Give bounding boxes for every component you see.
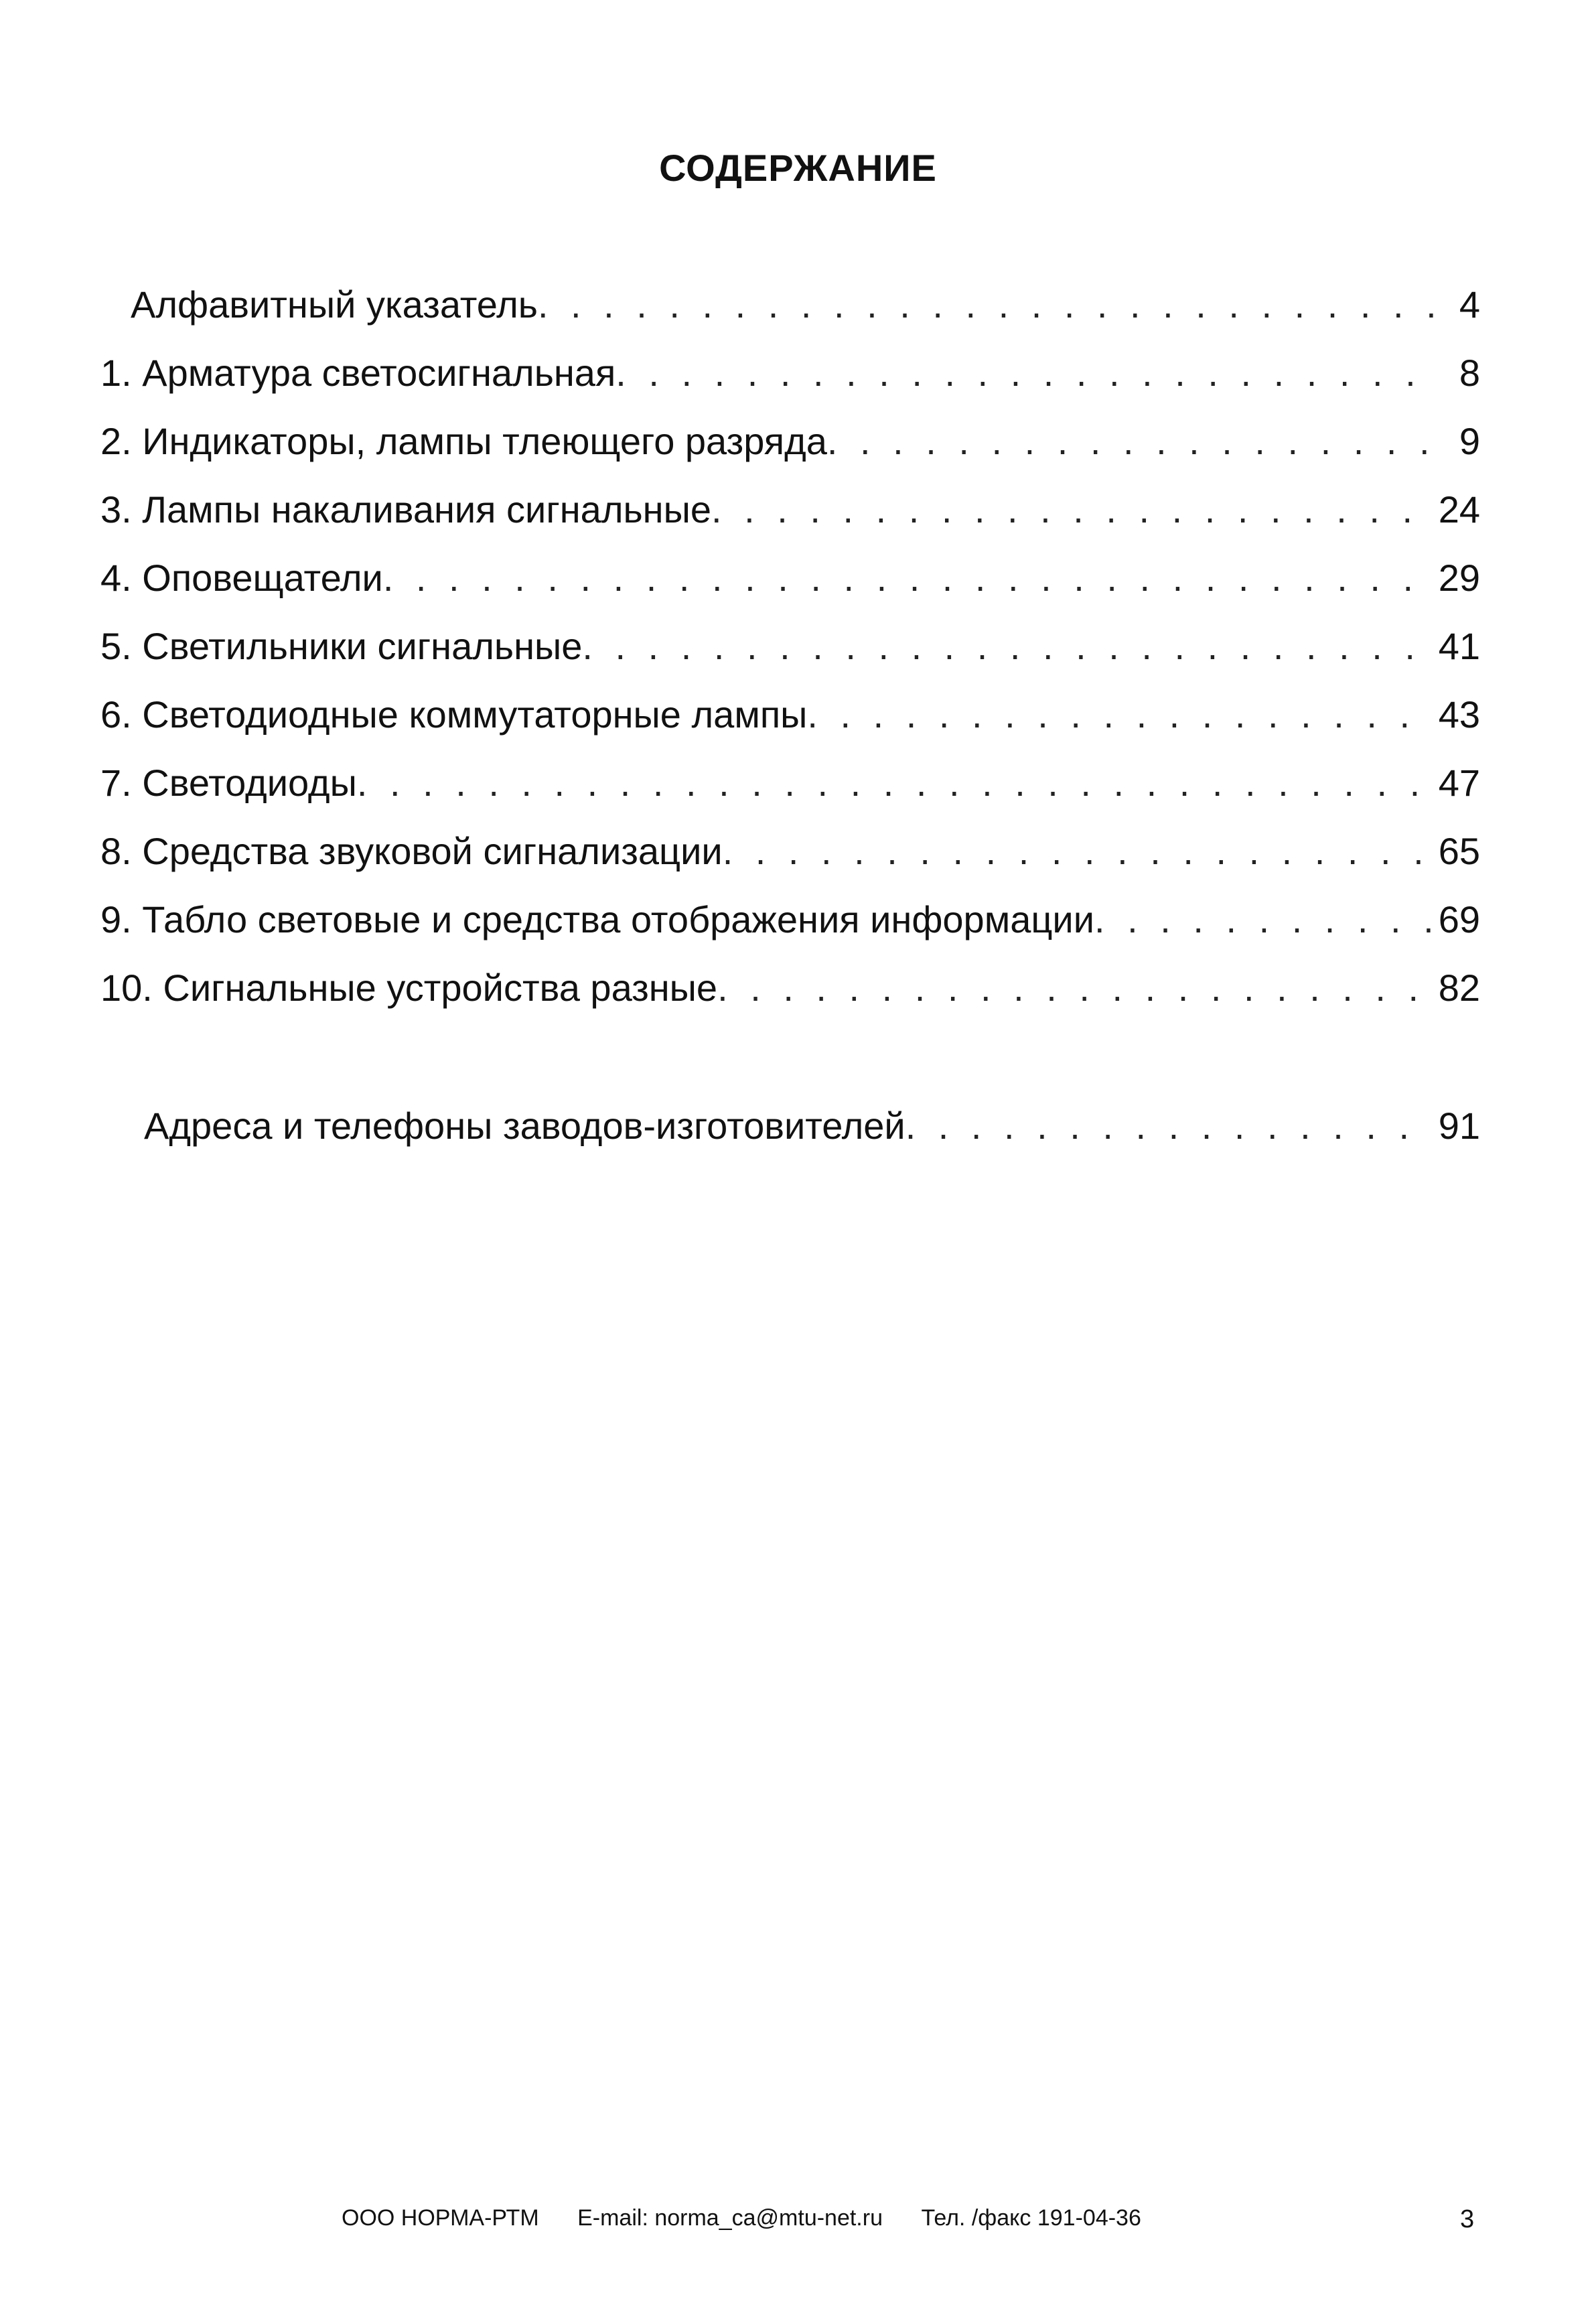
toc-entry-page: 82: [1438, 967, 1480, 1009]
toc-entry-section-2[interactable]: [100, 418, 1480, 465]
toc-entry-title: 7. Светодиоды: [100, 762, 357, 804]
toc-entry-section-4[interactable]: [100, 555, 1480, 602]
toc-entry-page: 47: [1438, 762, 1480, 804]
toc-entry-title: 5. Светильники сигнальные: [100, 625, 583, 667]
toc-entry-page: 4: [1459, 283, 1480, 326]
toc-entry-page: 24: [1438, 488, 1480, 531]
toc-entry-alphabetical-index[interactable]: [131, 281, 1480, 328]
toc-dot-leader: [723, 828, 1433, 875]
page-footer: [342, 2205, 1173, 2231]
toc-entry-section-5[interactable]: [100, 623, 1480, 670]
toc-dot-leader: [711, 486, 1433, 533]
toc-entry-title: 8. Средства звуковой сигнализации: [100, 830, 723, 872]
toc-dot-leader: [1094, 896, 1433, 943]
toc-entry-section-1[interactable]: [100, 350, 1480, 397]
page-number: 3: [1460, 2205, 1475, 2233]
toc-entry-page: 43: [1438, 693, 1480, 736]
toc-dot-leader: [905, 1103, 1433, 1150]
toc-entry-section-3[interactable]: [100, 486, 1480, 533]
toc-dot-leader: [383, 555, 1433, 602]
toc-entry-title: Адреса и телефоны заводов-изготовителей: [144, 1105, 905, 1147]
toc-entry-page: 41: [1438, 625, 1480, 667]
toc-entry-title: 4. Оповещатели: [100, 557, 383, 599]
toc-entry-page: 29: [1438, 557, 1480, 599]
toc-entry-title: 2. Индикаторы, лампы тлеющего разряда: [100, 420, 827, 462]
toc-entry-section-9[interactable]: [100, 896, 1480, 943]
page-title: СОДЕРЖАНИЕ: [659, 147, 937, 189]
toc-entry-section-7[interactable]: [100, 760, 1480, 807]
toc-entry-page: 9: [1459, 420, 1480, 462]
toc-dot-leader: [538, 281, 1435, 328]
footer-phone: Тел. /факс 191-04-36: [921, 2205, 1141, 2231]
toc-entry-manufacturers-addresses[interactable]: [144, 1103, 1480, 1150]
toc-entry-title: Алфавитный указатель: [131, 283, 538, 326]
toc-entry-page: 8: [1459, 352, 1480, 394]
toc-entry-title: 6. Светодиодные коммутаторные лампы: [100, 693, 808, 736]
toc-entry-title: 9. Табло световые и средства отображения информации: [100, 898, 1094, 940]
toc-dot-leader: [582, 623, 1433, 670]
toc-entry-page: 65: [1438, 830, 1480, 872]
toc-dot-leader: [357, 760, 1433, 807]
toc-entry-section-10[interactable]: [100, 965, 1480, 1012]
toc-dot-leader: [717, 965, 1433, 1012]
toc-entry-title: 3. Лампы накаливания сигнальные: [100, 488, 711, 531]
footer-company: ООО НОРМА-РТМ: [342, 2205, 539, 2231]
toc-entry-title: 1. Арматура светосигнальная: [100, 352, 616, 394]
toc-dot-leader: [615, 350, 1435, 397]
footer-email[interactable]: E-mail: norma_ca@mtu-net.ru: [577, 2205, 883, 2231]
toc-dot-leader: [807, 691, 1433, 738]
toc-entry-page: 91: [1438, 1105, 1480, 1147]
toc-entry-section-6[interactable]: [100, 691, 1480, 738]
toc-entry-page: 69: [1438, 898, 1480, 940]
toc-entry-section-8[interactable]: [100, 828, 1480, 875]
toc-dot-leader: [827, 418, 1435, 465]
toc-entry-title: 10. Сигнальные устройства разные: [100, 967, 718, 1009]
